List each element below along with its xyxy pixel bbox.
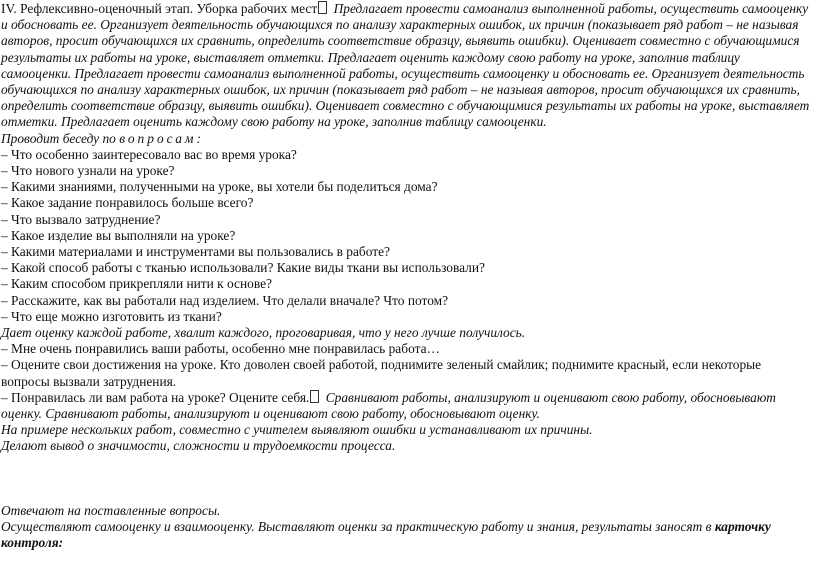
self-evaluation-lead: – Понравилась ли вам работа на уроке? Оцените себя. <box>1 389 310 405</box>
conclusion-text: Делают вывод о значимости, сложности и трудоемкости процесса. <box>1 438 396 454</box>
question-item: – Что вызвало затруднение? <box>1 211 161 227</box>
control-card-label: карточку контроля: <box>1 518 771 551</box>
question-item: – Расскажите, как вы работали над изделием. Что делали вначале? Что потом? <box>1 292 449 308</box>
praise-text: – Мне очень понравились ваши работы, особенно мне понравилась работа… <box>1 341 440 357</box>
final-paragraph <box>1 519 813 551</box>
conversation-lead: Проводит беседу по <box>1 130 116 146</box>
conversation-spaced-word: вопросам: <box>119 130 204 146</box>
question-item: – Что еще можно изготовить из ткани? <box>1 308 222 324</box>
teacher-actions-text: Предлагает провести самоанализ выполненной работы, осуществить самооценку и обосновать ее. Организует деятельность обучающихся по анализу характерных ошибок, их причин (показывает ряд работ – не называя авторов, просит обучающихся их сравнить, определить соответствие образцу, выявить ошибки). Оценивает совместно с обучающимися результаты их работы на уроке, выставляет отметки. Предлагает оценить каждому свою работу на уроке, заполнив таблицу самооценки. Предлагает провести самоанализ выполненной работы, осуществить самооценку и обосновать ее. Организует деятельность обучающихся по анализу характерных ошибок, их причин (показывает ряд работ – не называя авторов, просит обучающихся их сравнить, определить соответствие образцу, выявить ошибки). Оценивает совместно с обучающимися результаты их работы на уроке, выставляет отметки. Предлагает оценить каждому свою работу на уроке, заполнив таблицу самооценки. <box>1 1 810 130</box>
missing-glyph-icon <box>310 390 319 403</box>
answers-text: Отвечают на поставленные вопросы. <box>1 502 221 518</box>
missing-glyph-icon <box>318 1 327 14</box>
student-actions-text: Сравнивают работы, анализируют и оценивают свою работу, обосновывают оценку. Сравнивают работы, анализируют и оценивают свою работу, обосновывают оценку. <box>1 389 776 422</box>
question-item: – Какое изделие вы выполняли на уроке? <box>1 227 236 243</box>
question-item: – Какими материалами и инструментами вы пользовались в работе? <box>1 244 390 260</box>
question-item: – Какое задание понравилось больше всего? <box>1 195 254 211</box>
assessment-text: Дает оценку каждой работе, хвалит каждого, проговаривая, что у него лучше получилось. <box>1 325 526 341</box>
conversation-intro <box>1 131 813 147</box>
question-item: – Какими знаниями, полученными на уроке, вы хотели бы поделиться дома? <box>1 179 438 195</box>
stage-heading: IV. Рефлексивно-оценочный этап. Уборка рабочих мест <box>1 1 318 16</box>
blank-space <box>1 455 813 503</box>
smiley-instruction: – Оцените свои достижения на уроке. Кто доволен своей работой, поднимите зеленый смайлик; поднимите красный, если некоторые вопросы вызвали затруднения. <box>1 357 762 389</box>
examples-text: На примере нескольких работ, совместно с учителем выявляют ошибки и устанавливают их причины. <box>1 422 593 438</box>
question-item: – Что особенно заинтересовало вас во время урока? <box>1 146 297 162</box>
question-item: – Какой способ работы с тканью использовали? Какие виды ткани вы использовали? <box>1 260 485 276</box>
stage-paragraph <box>1 1 813 131</box>
final-lead: Осуществляют самооценку и взаимооценку. Выставляют оценки за практическую работу и знания, результаты заносят в <box>1 518 712 534</box>
document-body <box>1 1 813 551</box>
self-evaluation-paragraph <box>1 390 813 422</box>
question-item: – Каким способом прикрепляли нити к основе? <box>1 276 272 292</box>
question-item: – Что нового узнали на уроке? <box>1 163 175 179</box>
